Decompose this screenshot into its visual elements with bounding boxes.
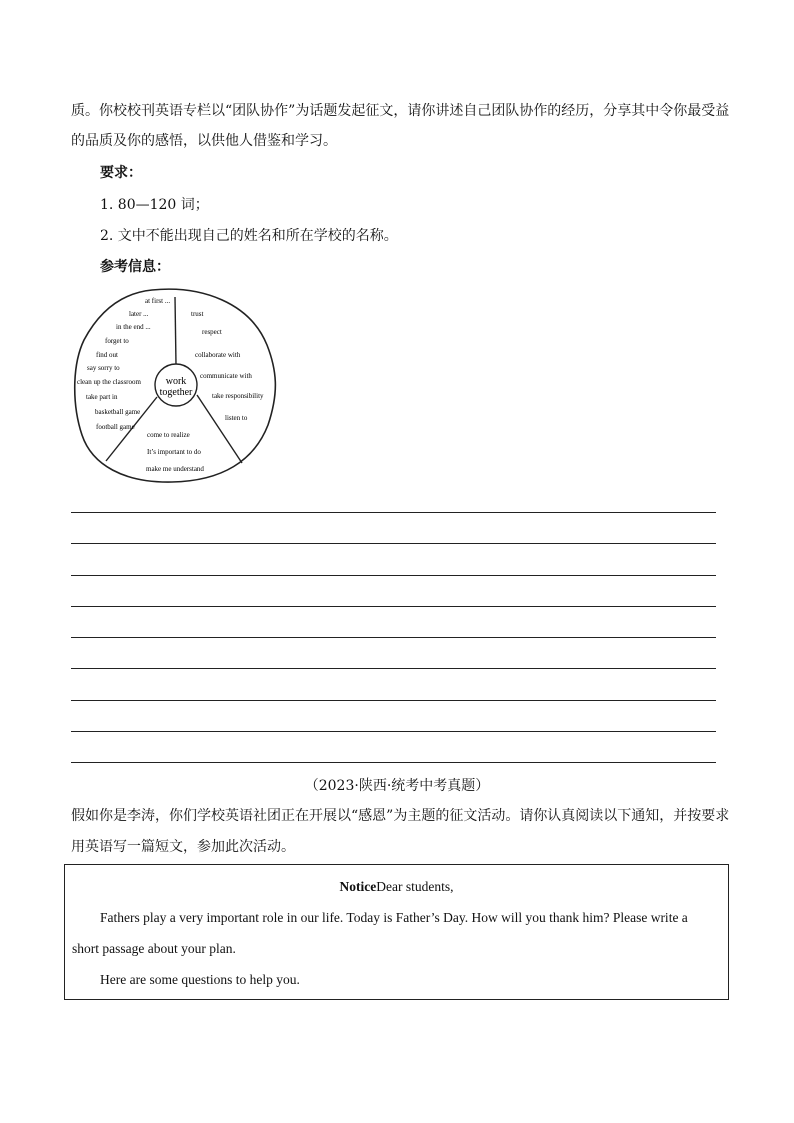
notice-line-2: short passage about your plan. xyxy=(72,941,236,956)
wheel-phrase: clean up the classroom xyxy=(77,378,141,386)
wheel-phrase: come to realize xyxy=(147,431,190,439)
wheel-phrase: listen to xyxy=(225,414,248,422)
wheel-left-segment xyxy=(77,297,170,431)
notice-header xyxy=(65,879,728,895)
intro-line-1: 质。你校校刊英语专栏以“团队协作”为话题发起征文，请你讲述自己团队协作的经历，分享其中令你最受益 xyxy=(71,103,730,119)
notice-line-3: Here are some questions to help you. xyxy=(100,972,300,987)
intro-line-2: 的品质及你的感悟，以供他人借鉴和学习。 xyxy=(71,133,337,149)
notice-box xyxy=(64,864,729,1000)
wheel-center-line-2: together xyxy=(159,387,193,398)
wheel-phrase: find out xyxy=(96,351,118,359)
wheel-phrase: forget to xyxy=(105,337,129,345)
wheel-phrase: trust xyxy=(191,310,204,318)
requirement-item-2: 2. 文中不能出现自己的姓名和所在学校的名称。 xyxy=(100,228,398,244)
wheel-phrase: later ... xyxy=(129,310,149,318)
reference-heading: 参考信息： xyxy=(100,259,170,275)
writing-line[interactable] xyxy=(71,575,716,576)
wheel-phrase: collaborate with xyxy=(195,351,241,359)
wheel-phrase: It’s important to do xyxy=(147,448,201,456)
wheel-phrase: football game xyxy=(96,423,135,431)
notice-title: Notice xyxy=(339,879,377,894)
wheel-phrase: basketball game xyxy=(95,408,141,416)
wheel-bottom-segment xyxy=(146,431,204,473)
wheel-phrase: say sorry to xyxy=(87,364,120,372)
writing-line[interactable] xyxy=(71,700,716,701)
writing-line[interactable] xyxy=(71,637,716,638)
writing-line[interactable] xyxy=(71,606,716,607)
task-line-2: 用英语写一篇短文，参加此次活动。 xyxy=(71,839,295,855)
task-line-1: 假如你是李涛，你们学校英语社团正在开展以“感恩”为主题的征文活动。请你认真阅读以下通知，并按要求 xyxy=(71,808,730,824)
writing-line[interactable] xyxy=(71,668,716,669)
wheel-phrase: make me understand xyxy=(146,465,204,473)
requirement-item-1: 1. 80—120 词； xyxy=(100,197,209,213)
wheel-phrase: communicate with xyxy=(200,372,252,380)
wheel-phrase: at first ... xyxy=(145,297,171,305)
notice-line-1: Fathers play a very important role in our life. Today is Father’s Day. How will you thank him? Please write a xyxy=(100,910,688,925)
notice-greeting: Dear students, xyxy=(376,879,454,894)
question-source: （2023·陕西·统考中考真题） xyxy=(304,778,490,794)
wheel-phrase: respect xyxy=(202,328,222,336)
requirements-heading: 要求： xyxy=(100,165,142,181)
wheel-phrase: take responsibility xyxy=(212,392,264,400)
writing-line[interactable] xyxy=(71,731,716,732)
wheel-phrase: take part in xyxy=(86,393,118,401)
wheel-center-line-1: work xyxy=(165,376,187,387)
wheel-phrase: in the end ... xyxy=(116,323,151,331)
writing-line[interactable] xyxy=(71,512,716,513)
wheel-right-segment xyxy=(191,310,264,422)
work-together-wheel xyxy=(72,285,278,485)
writing-line[interactable] xyxy=(71,762,716,763)
writing-line[interactable] xyxy=(71,543,716,544)
